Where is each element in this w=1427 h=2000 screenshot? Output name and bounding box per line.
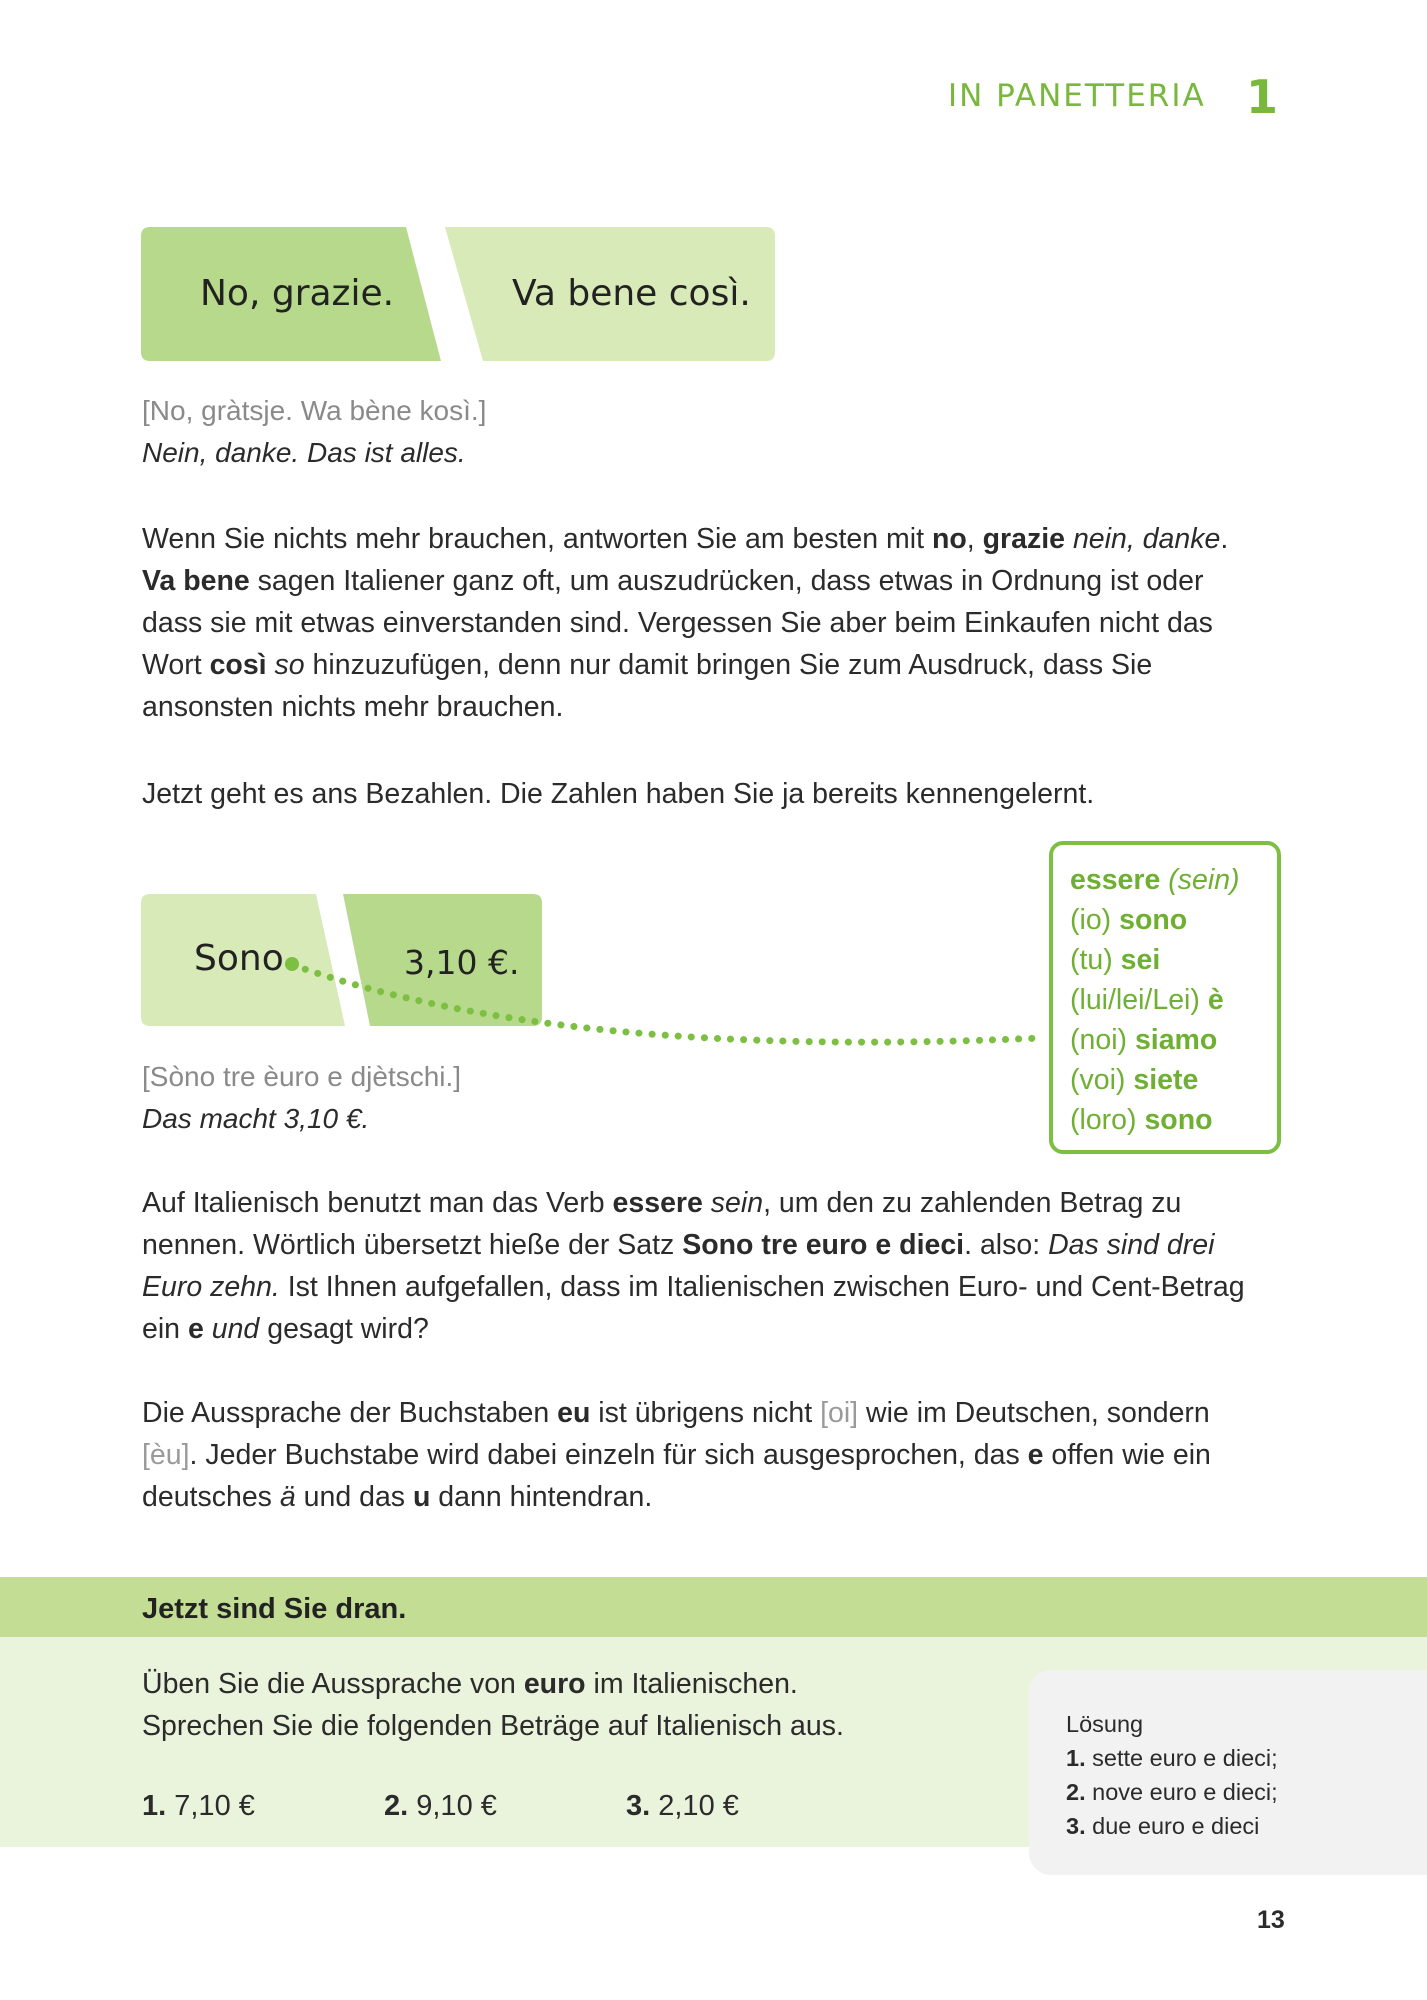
text-span: . Jeder Buchstabe wird dabei einzeln für sich ausgesprochen, das bbox=[189, 1439, 1028, 1471]
solution-box bbox=[1029, 1670, 1427, 1875]
exercise-item bbox=[142, 1790, 255, 1823]
item-amount: 2,10 € bbox=[658, 1790, 739, 1822]
pronoun: (noi) bbox=[1070, 1024, 1128, 1056]
conjugation-row bbox=[1070, 1024, 1217, 1057]
item-number: 3. bbox=[1066, 1813, 1086, 1839]
bold-term: così bbox=[209, 649, 267, 681]
verb-infinitive: essere bbox=[1070, 864, 1161, 896]
solution-title: Lösung bbox=[1066, 1711, 1144, 1737]
phonetic-term: [èu] bbox=[142, 1439, 190, 1471]
text-span: Auf Italienisch benutzt man das Verb bbox=[142, 1187, 613, 1219]
paragraph-1 bbox=[142, 518, 1292, 728]
bold-term: u bbox=[412, 1481, 431, 1513]
text-span bbox=[267, 649, 275, 681]
translation-1: Nein, danke. Das ist alles. bbox=[142, 437, 466, 468]
item-number: 1. bbox=[142, 1790, 167, 1822]
text-span: . also: bbox=[964, 1229, 1049, 1261]
paragraph-2: Jetzt geht es ans Bezahlen. Die Zahlen haben Sie ja bereits kennengelernt. bbox=[142, 778, 1095, 810]
bold-term: eu bbox=[557, 1397, 591, 1429]
exercise-title: Jetzt sind Sie dran. bbox=[142, 1593, 407, 1625]
bold-term: e bbox=[187, 1313, 204, 1345]
pronoun: (loro) bbox=[1070, 1104, 1137, 1136]
solution-text: due euro e dieci bbox=[1092, 1813, 1260, 1839]
bold-term: e bbox=[1027, 1439, 1044, 1471]
verb-form: sono bbox=[1119, 904, 1188, 936]
text-span: gesagt wird? bbox=[259, 1313, 429, 1345]
pronoun: (voi) bbox=[1070, 1064, 1126, 1096]
solution-text: nove euro e dieci; bbox=[1092, 1779, 1278, 1805]
pronoun: (lui/lei/Lei) bbox=[1070, 984, 1200, 1016]
item-number: 3. bbox=[626, 1790, 651, 1822]
item-number: 1. bbox=[1066, 1745, 1086, 1771]
item-amount: 9,10 € bbox=[416, 1790, 497, 1822]
paragraph-line bbox=[142, 1308, 1292, 1350]
italic-term: und bbox=[211, 1313, 260, 1345]
item-amount: 7,10 € bbox=[174, 1790, 255, 1822]
text-span: wie im Deutschen, sondern bbox=[858, 1397, 1210, 1429]
exercise-item bbox=[384, 1790, 497, 1823]
text-span: und das bbox=[295, 1481, 413, 1513]
conjugation-row bbox=[1070, 944, 1160, 977]
pronoun: (tu) bbox=[1070, 944, 1113, 976]
paragraph-line bbox=[142, 518, 1292, 560]
pronunciation-1: [No, gràtsje. Wa bène kosì.] bbox=[142, 395, 487, 426]
instruction-line: Sprechen Sie die folgenden Beträge auf Italienisch aus. bbox=[142, 1710, 844, 1742]
text-span: sagen Italiener ganz oft, um auszudrücken, dass etwas in Ordnung ist oder bbox=[249, 565, 1204, 597]
text-span: dann hintendran. bbox=[430, 1481, 653, 1513]
translation-2: Das macht 3,10 €. bbox=[142, 1103, 370, 1134]
phrase-va-bene-cosi: Va bene così. bbox=[512, 273, 751, 314]
phrase-amount: 3,10 €. bbox=[404, 943, 520, 982]
text-span: ein bbox=[142, 1313, 188, 1345]
verb-form: siete bbox=[1133, 1064, 1199, 1096]
conjugation-row bbox=[1070, 1064, 1198, 1097]
text-span bbox=[204, 1313, 212, 1345]
paragraph-line bbox=[142, 1434, 1292, 1476]
paragraph-4 bbox=[142, 1392, 1292, 1518]
paragraph-line bbox=[142, 1476, 1292, 1518]
paragraph-line: ansonsten nichts mehr brauchen. bbox=[142, 691, 564, 723]
conjugation-heading bbox=[1070, 864, 1240, 897]
paragraph-line bbox=[142, 1224, 1292, 1266]
text-span: Wenn Sie nichts mehr brauchen, antworten Sie am besten mit bbox=[142, 523, 932, 555]
phonetic-term: [oi] bbox=[820, 1397, 859, 1429]
italic-term: nein, danke bbox=[1072, 523, 1221, 555]
paragraph-line bbox=[142, 1182, 1292, 1224]
text-span: ist übrigens nicht bbox=[590, 1397, 821, 1429]
verb-form: siamo bbox=[1134, 1024, 1218, 1056]
italic-term: sein bbox=[710, 1187, 764, 1219]
pronunciation-2: [Sònо tre èuro e djètschi.] bbox=[142, 1061, 462, 1092]
paragraph-line bbox=[142, 644, 1292, 686]
text-span bbox=[1065, 523, 1073, 555]
conjugation-row bbox=[1070, 1104, 1213, 1137]
exercise-item bbox=[626, 1790, 739, 1823]
text-span: . bbox=[1220, 523, 1229, 555]
pronoun: (io) bbox=[1070, 904, 1112, 936]
verb-meaning: (sein) bbox=[1168, 864, 1240, 896]
paragraph-line: dass sie mit etwas einverstanden sind. Vergessen Sie aber beim Einkaufen nicht das bbox=[142, 607, 1213, 639]
bold-term: no bbox=[931, 523, 967, 555]
solution-text: sette euro e dieci; bbox=[1092, 1745, 1278, 1771]
verb-form: è bbox=[1207, 984, 1224, 1016]
bold-term: euro bbox=[523, 1668, 586, 1700]
text-span: Wort bbox=[142, 649, 210, 681]
phrase-sono: Sono bbox=[194, 938, 284, 979]
page-number: 13 bbox=[1257, 1906, 1285, 1934]
text-span bbox=[703, 1187, 711, 1219]
text-span: offen wie ein bbox=[1043, 1439, 1211, 1471]
text-span: , um den zu zahlenden Betrag zu bbox=[763, 1187, 1182, 1219]
italic-term: Euro zehn. bbox=[142, 1271, 280, 1303]
item-number: 2. bbox=[1066, 1779, 1086, 1805]
paragraph-line bbox=[142, 1392, 1292, 1434]
phrase-blocks-2 bbox=[0, 880, 1060, 1060]
bold-term: Va bene bbox=[142, 565, 250, 597]
exercise-instructions bbox=[142, 1663, 844, 1747]
conjugation-row bbox=[1070, 984, 1224, 1017]
verb-form: sono bbox=[1144, 1104, 1213, 1136]
paragraph-line bbox=[142, 1266, 1292, 1308]
text-span: deutsches bbox=[142, 1481, 280, 1513]
solution-item bbox=[1066, 1779, 1278, 1806]
bold-term: Sono tre euro e dieci bbox=[682, 1229, 965, 1261]
conjugation-row bbox=[1070, 904, 1187, 937]
solution-item bbox=[1066, 1745, 1278, 1772]
solution-item bbox=[1066, 1813, 1259, 1840]
text-span: nennen. Wörtlich übersetzt hieße der Satz bbox=[142, 1229, 683, 1261]
connector-dot bbox=[285, 957, 299, 971]
bold-term: essere bbox=[612, 1187, 703, 1219]
italic-term: ä bbox=[279, 1481, 296, 1513]
instruction-line bbox=[142, 1663, 844, 1705]
text-span: im Italienischen. bbox=[585, 1668, 798, 1700]
italic-term: so bbox=[274, 649, 305, 681]
text-span: Ist Ihnen aufgefallen, dass im Italienischen zwischen Euro- und Cent-Betrag bbox=[279, 1271, 1245, 1303]
chapter-number: 1 bbox=[1246, 70, 1279, 124]
text-span: , bbox=[966, 523, 983, 555]
paragraph-line bbox=[142, 560, 1292, 602]
item-number: 2. bbox=[384, 1790, 409, 1822]
text-span: hinzuzufügen, denn nur damit bringen Sie zum Ausdruck, dass Sie bbox=[304, 649, 1153, 681]
paragraph-3 bbox=[142, 1182, 1292, 1350]
phrase-no-grazie: No, grazie. bbox=[200, 273, 395, 314]
chapter-title: IN PANETTERIA bbox=[948, 78, 1206, 114]
bold-term: grazie bbox=[982, 523, 1066, 555]
text-span: Üben Sie die Aussprache von bbox=[142, 1668, 524, 1700]
text-span: Die Aussprache der Buchstaben bbox=[142, 1397, 558, 1429]
verb-form: sei bbox=[1120, 944, 1161, 976]
italic-term: Das sind drei bbox=[1048, 1229, 1215, 1261]
